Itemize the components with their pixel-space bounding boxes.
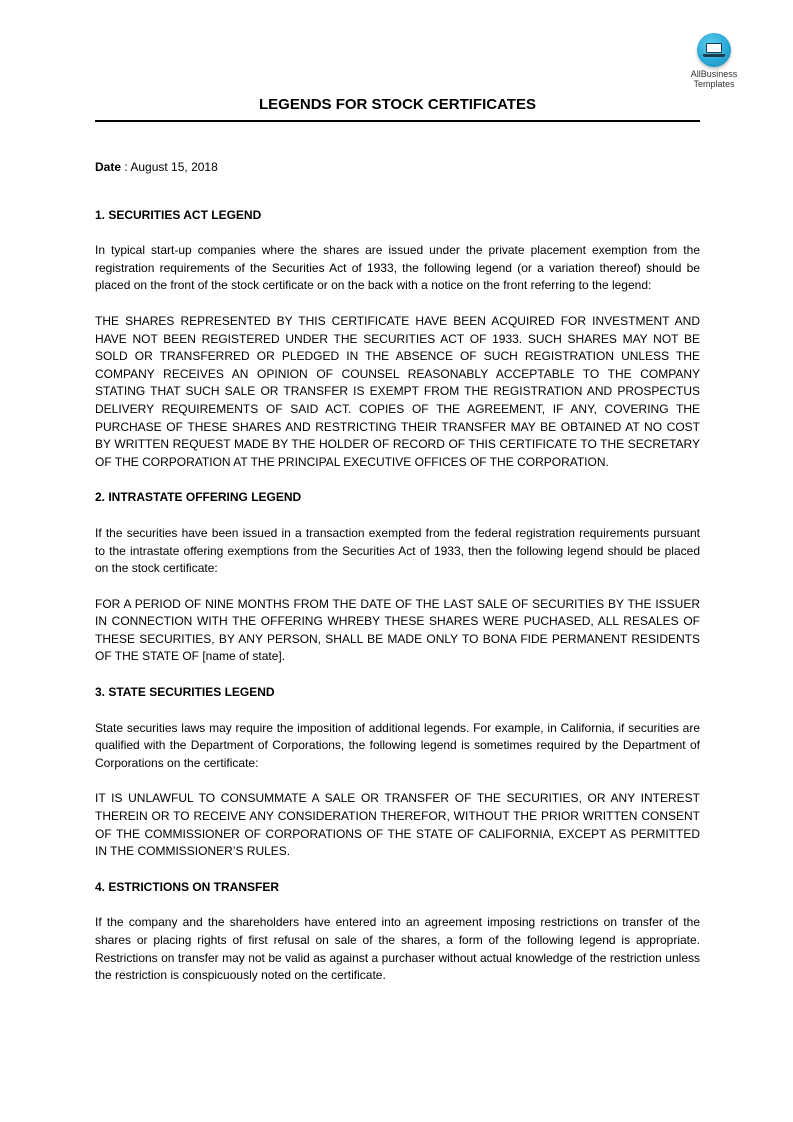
section-heading-state-securities: 3. STATE SECURITIES LEGEND [95,685,275,700]
section-heading-transfer-restrictions: 4. ESTRICTIONS ON TRANSFER [95,879,280,894]
section-intro-paragraph: If the securities have been issued in a transaction exempted from the federal registration requirements pursuant to the intrastate offering exemptions from the Securities Act of 1933, then the following legend should be placed on the stock certificate: [95,525,700,576]
section-intro-paragraph: If the company and the shareholders have entered into an agreement imposing restrictions on transfer of the shares or placing rights of first refusal on sale of the shares, a form of the following legend is appropriate. Restrictions on transfer may not be valid as against a purchaser without actual knowledge of the restriction unless the restriction is conspicuously noted on the certificate. [95,915,700,983]
section-intro-paragraph: In typical start-up companies where the shares are issued under the private placement exemption from the registration requirements of the Securities Act of 1933, the following legend (or a variation thereof) should be placed on the front of the stock certificate or on the back with a notice on the front referring to the legend: [95,243,700,293]
legend-text-paragraph: FOR A PERIOD OF NINE MONTHS FROM THE DATE OF THE LAST SALE OF SECURITIES BY THE ISSUER IN CONNECTION WITH THE OFFERING WHREBY THESE SHARES WERE PUCHASED, ALL RESALES OF THESE SECURITIES, BY ANY PERSON, SHALL BE MADE ONLY TO BONA FIDE PERMANENT RESIDENTS OF THE STATE OF [name of state]. [95,596,700,664]
legend-text-paragraph: IT IS UNLAWFUL TO CONSUMMATE A SALE OR TRANSFER OF THE SECURITIES, OR ANY INTEREST THEREIN OR TO RECEIVE ANY CONSIDERATION THEREFOR, WITHOUT THE PRIOR WRITTEN CONSENT OF THE COMMISSIONER OF CORPORATIONS OF THE STATE OF CALIFORNIA, EXCEPT AS PERMITTED IN THE COMMISSIONER’S RULES. [95,791,700,859]
title-divider [95,120,700,122]
section-intro-paragraph: State securities laws may require the imposition of additional legends. For example, in California, if securities are qualified with the Department of Corporations, the following legend is sometimes required by the Department of Corporations on the certificate: [95,720,700,770]
date-line [95,159,700,177]
laptop-icon [697,33,731,67]
section-heading-intrastate: 2. INTRASTATE OFFERING LEGEND [95,490,302,505]
section-heading-securities-act: 1. SECURITIES ACT LEGEND [95,207,262,222]
legend-text-paragraph: THE SHARES REPRESENTED BY THIS CERTIFICATE HAVE BEEN ACQUIRED FOR INVESTMENT AND HAVE NOT BEEN REGISTERED UNDER THE SECURITIES ACT OF 1933. SUCH SHARES MAY NOT BE SOLD OR TRANSFERRED OR PLEDGED IN THE ABSENCE OF SUCH REGISTRATION UNLESS THE COMPANY RECEIVES AN OPINION OF COUNSEL REASONABLY ACCEPTABLE TO THE COMPANY STATING THAT SUCH SALE OR TRANSFER IS EXEMPT FROM THE REGISTRATION AND PROSPECTUS DELIVERY REQUIREMENTS OF SAID ACT. COPIES OF THE AGREEMENT, IF ANY, COVERING THE PURCHASE OF THESE SHARES AND RESTRICTING THEIR TRANSFER MAY BE OBTAINED AT NO COST BY WRITTEN REQUEST MADE BY THE HOLDER OF RECORD OF THIS CERTIFICATE TO THE SECRETARY OF THE CORPORATION AT THE PRINCIPAL EXECUTIVE OFFICES OF THE CORPORATION. [95,313,700,469]
brand-logo [680,33,748,89]
date-separator: : [121,160,131,174]
date-value: August 15, 2018 [130,160,218,174]
logo-text: AllBusiness Templates [690,69,738,89]
date-label: Date [95,160,122,174]
document-title: LEGENDS FOR STOCK CERTIFICATES [259,96,536,113]
document-body [95,159,700,1003]
